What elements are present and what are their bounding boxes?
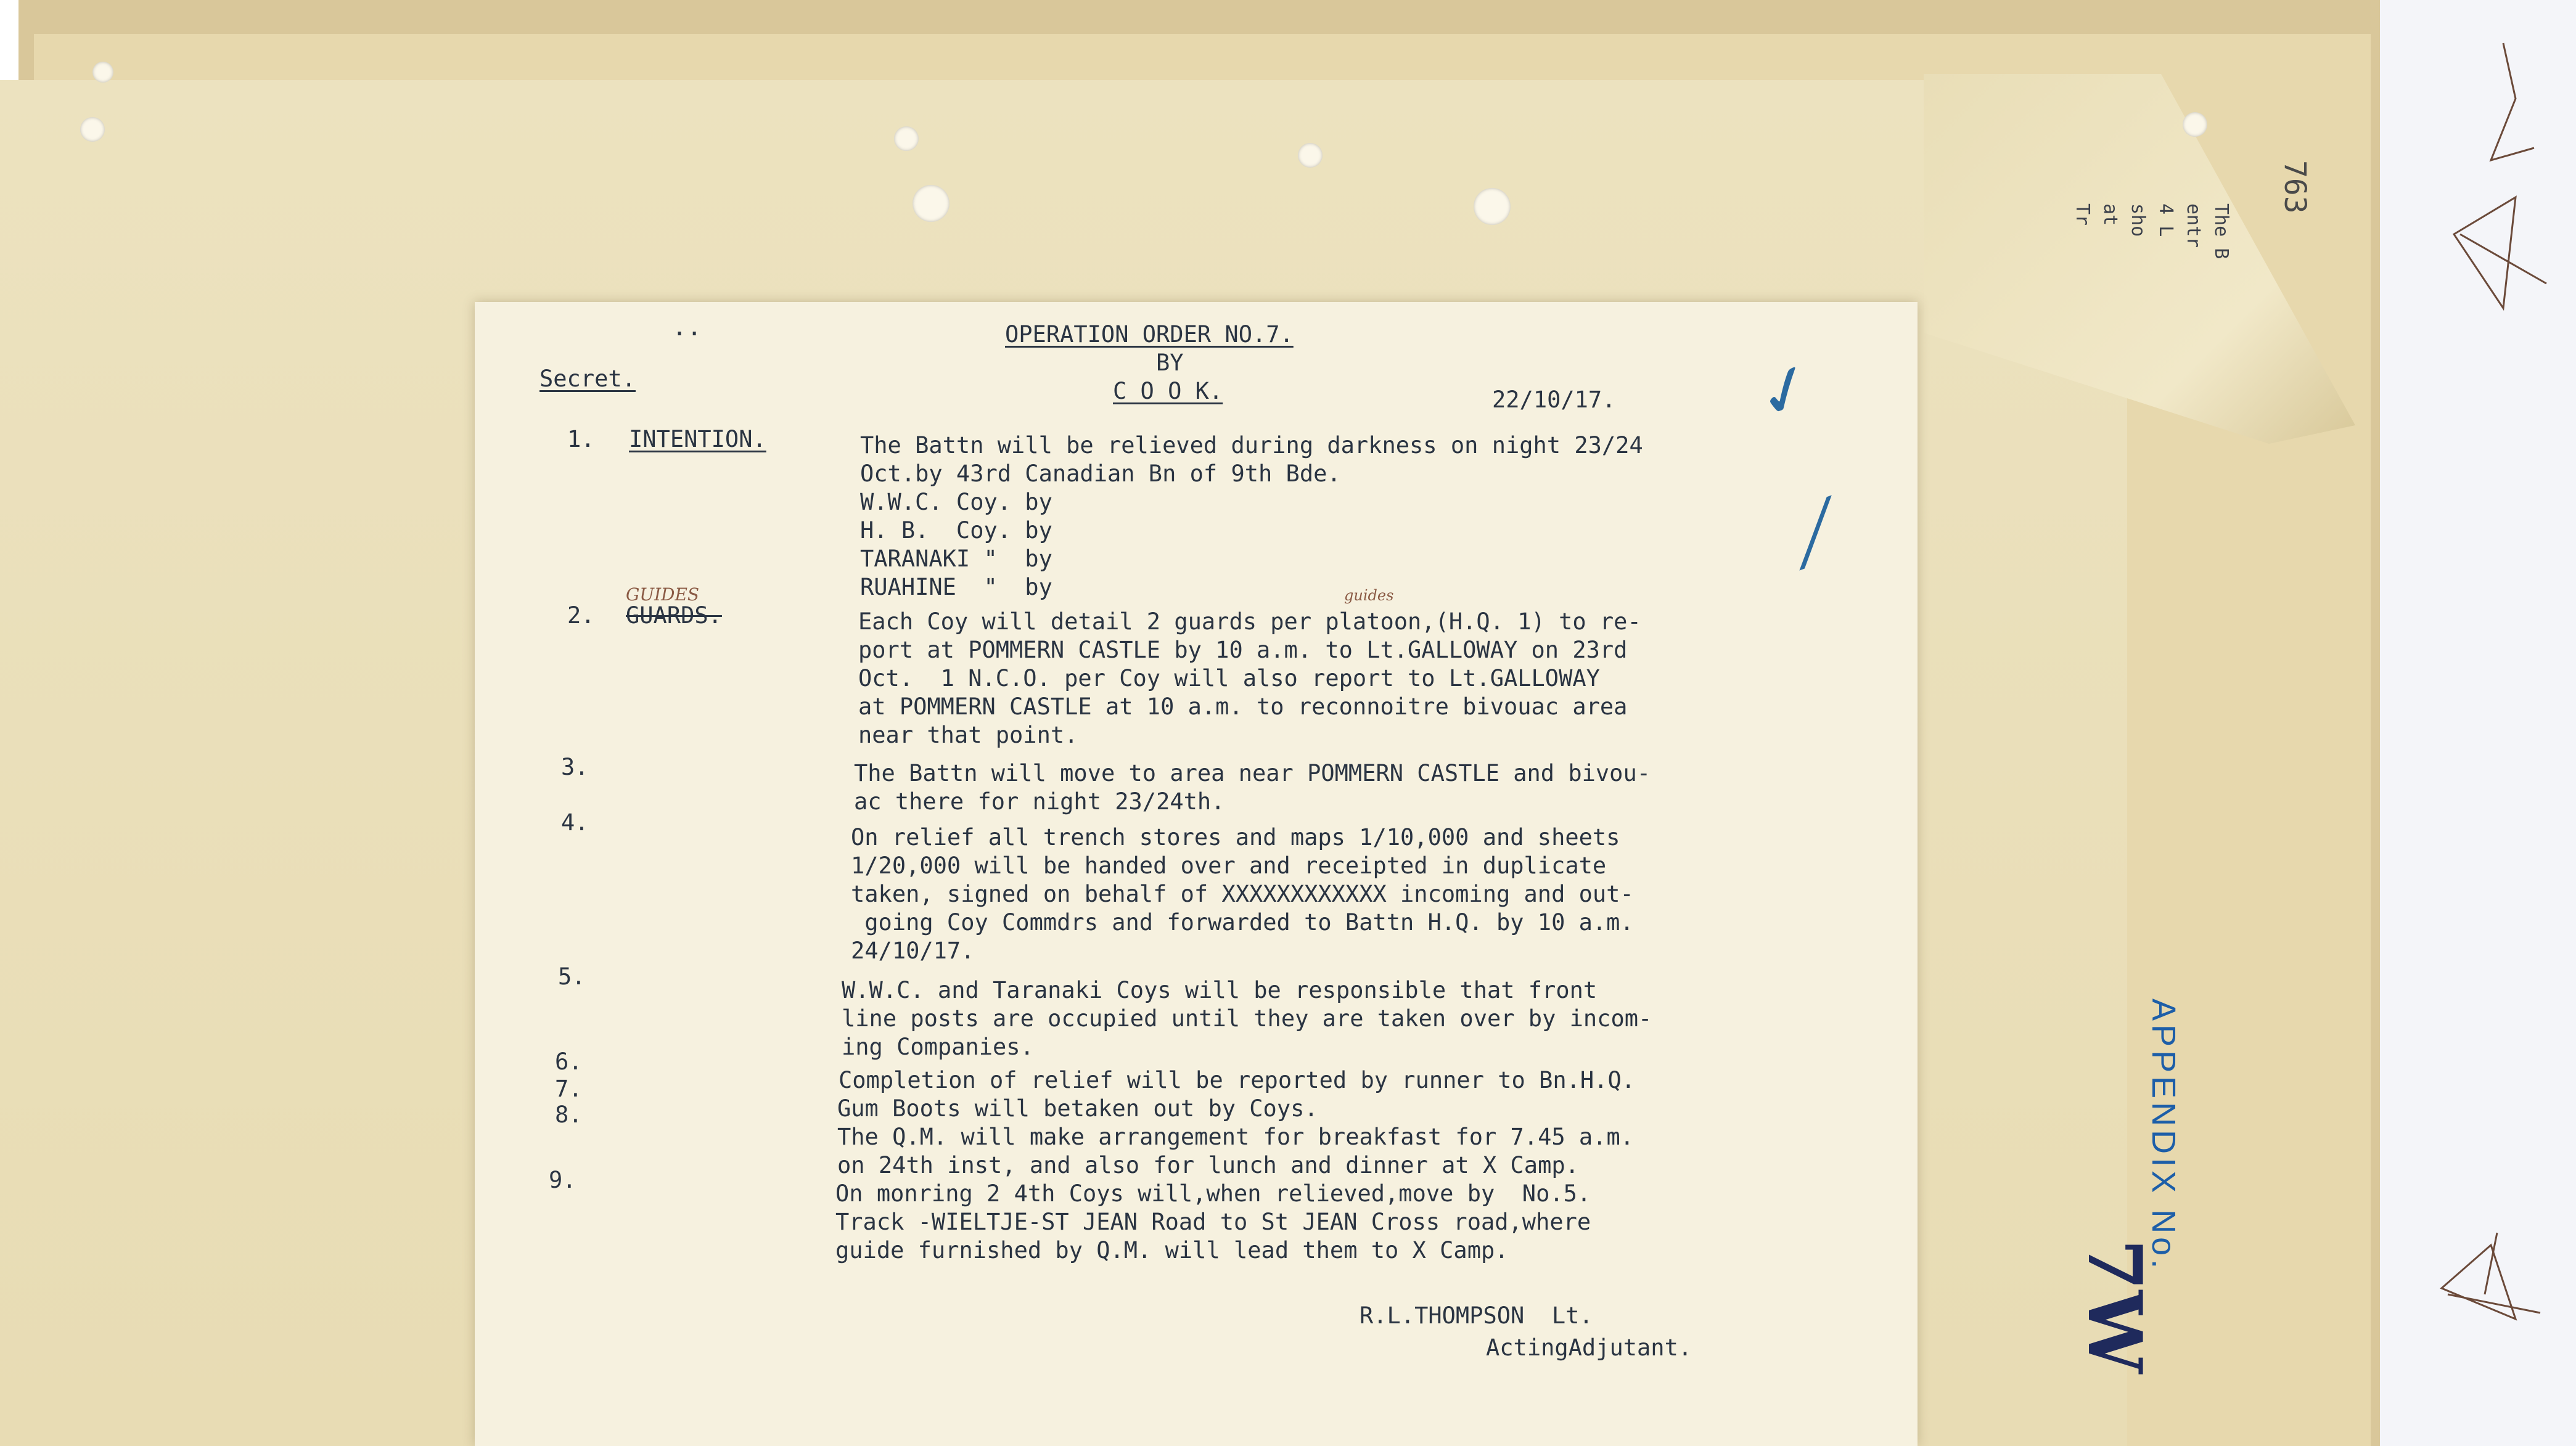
pencil-correction-inline: guides — [1344, 587, 1394, 604]
paragraph-number: 6. — [555, 1048, 583, 1075]
paragraph-number: 7. — [555, 1076, 583, 1102]
paragraph-line: Oct. 1 N.C.O. per Coy will also report to Lt.GALLOWAY — [858, 665, 1600, 692]
paragraph-line: On monring 2 4th Coys will,when relieved,move by No.5. — [835, 1180, 1591, 1207]
paragraph-heading: GUARDS. — [626, 602, 722, 629]
document-author: C O O K. — [1113, 378, 1223, 404]
paragraph-line: Each Coy will detail 2 guards per platoon,(H.Q. 1) to re- — [858, 608, 1641, 635]
paragraph-number: 2. — [567, 602, 595, 629]
paragraph-line: going Coy Commdrs and forwarded to Battn H.Q. by 10 a.m. — [851, 909, 1634, 936]
paragraph-heading: INTENTION. — [629, 426, 766, 452]
appendix-stamp: APPENDIX No. — [2145, 999, 2182, 1273]
decorative-dots: .. — [672, 313, 702, 341]
paragraph-line: Track -WIELTJE-ST JEAN Road to St JEAN Cross road,where — [835, 1209, 1591, 1235]
doodle-stroke — [2485, 1233, 2497, 1294]
paragraph-line: The Battn will be relieved during darkness on night 23/24 — [860, 432, 1643, 459]
paragraph-number: 1. — [567, 426, 595, 452]
blue-check-mark: ⟋ — [1773, 480, 1858, 588]
punch-hole — [2183, 112, 2207, 137]
edge-text-line: The B — [2210, 203, 2232, 259]
document-by: BY — [1156, 349, 1184, 376]
paragraph-line: taken, signed on behalf of XXXXXXXXXXXX incoming and out- — [851, 881, 1634, 907]
doodle-sailboat — [2442, 1245, 2540, 1319]
document-title: OPERATION ORDER NO.7. — [1005, 321, 1294, 348]
paragraph-line: line posts are occupied until they are taken over by incom- — [842, 1005, 1652, 1032]
punch-hole — [1298, 143, 1323, 168]
paragraph-line: 24/10/17. — [851, 937, 975, 964]
paragraph-line: TARANAKI " by — [860, 545, 1052, 572]
signature-name: R.L.THOMPSON Lt. — [1360, 1302, 1593, 1329]
paragraph-line: ing Companies. — [842, 1034, 1034, 1060]
classification: Secret. — [539, 366, 636, 392]
paragraph-line: guide furnished by Q.M. will lead them to X Camp. — [835, 1237, 1509, 1264]
doodle-sailboat — [2454, 197, 2546, 308]
pencil-doodles — [2392, 25, 2565, 1381]
paragraph-number: 5. — [558, 963, 586, 990]
paragraph-number: 9. — [549, 1167, 576, 1193]
paragraph-line: W.W.C. Coy. by — [860, 489, 1052, 515]
appendix-number: 7W — [2071, 1239, 2158, 1374]
paragraph-line: The Q.M. will make arrangement for breakfast for 7.45 a.m. — [837, 1124, 1635, 1150]
paragraph-line: at POMMERN CASTLE at 10 a.m. to reconnoitre bivouac area — [858, 693, 1628, 720]
paragraph-number: 4. — [561, 809, 589, 836]
punch-hole-shadow — [913, 185, 950, 222]
paragraph-line: port at POMMERN CASTLE by 10 a.m. to Lt.GALLOWAY on 23rd — [858, 637, 1628, 663]
paragraph-number: 3. — [561, 754, 589, 780]
operation-order-document — [475, 302, 1918, 1446]
punch-hole — [80, 117, 105, 142]
edge-text-line: entr — [2183, 203, 2204, 248]
edge-text-line: sho — [2127, 203, 2149, 237]
paragraph-line: W.W.C. and Taranaki Coys will be responsible that front — [842, 977, 1598, 1003]
paragraph-line: RUAHINE " by — [860, 574, 1052, 600]
document-date: 22/10/17. — [1492, 386, 1616, 413]
edge-text-line: 4 L — [2155, 203, 2176, 237]
punch-hole — [894, 126, 919, 151]
edge-text-line: at — [2099, 203, 2121, 226]
signature-title: ActingAdjutant. — [1486, 1334, 1692, 1361]
pencil-correction-heading: GUIDES — [626, 584, 700, 605]
paragraph-line: Completion of relief will be reported by runner to Bn.H.Q. — [839, 1067, 1636, 1093]
paragraph-line: on 24th inst, and also for lunch and dinner at X Camp. — [837, 1152, 1579, 1178]
edge-text-line: Tr — [2072, 203, 2093, 226]
paragraph-line: H. B. Coy. by — [860, 517, 1052, 544]
page-number: 763 — [2278, 160, 2312, 214]
punch-hole-back — [92, 62, 113, 83]
paragraph-line: Gum Boots will betaken out by Coys. — [837, 1095, 1318, 1122]
paragraph-line: On relief all trench stores and maps 1/10,000 and sheets — [851, 824, 1620, 851]
paragraph-line: ac there for night 23/24th. — [854, 788, 1225, 815]
paragraph-line: The Battn will move to area near POMMERN CASTLE and bivou- — [854, 760, 1651, 786]
paragraph-line: 1/20,000 will be handed over and receipted in duplicate — [851, 852, 1607, 879]
punch-hole-shadow — [1474, 188, 1511, 225]
doodle-stroke — [2491, 43, 2534, 160]
blue-check-mark: ✓ — [1745, 344, 1826, 438]
paragraph-number: 8. — [555, 1101, 583, 1128]
paragraph-line: Oct.by 43rd Canadian Bn of 9th Bde. — [860, 460, 1341, 487]
paragraph-line: near that point. — [858, 722, 1078, 748]
